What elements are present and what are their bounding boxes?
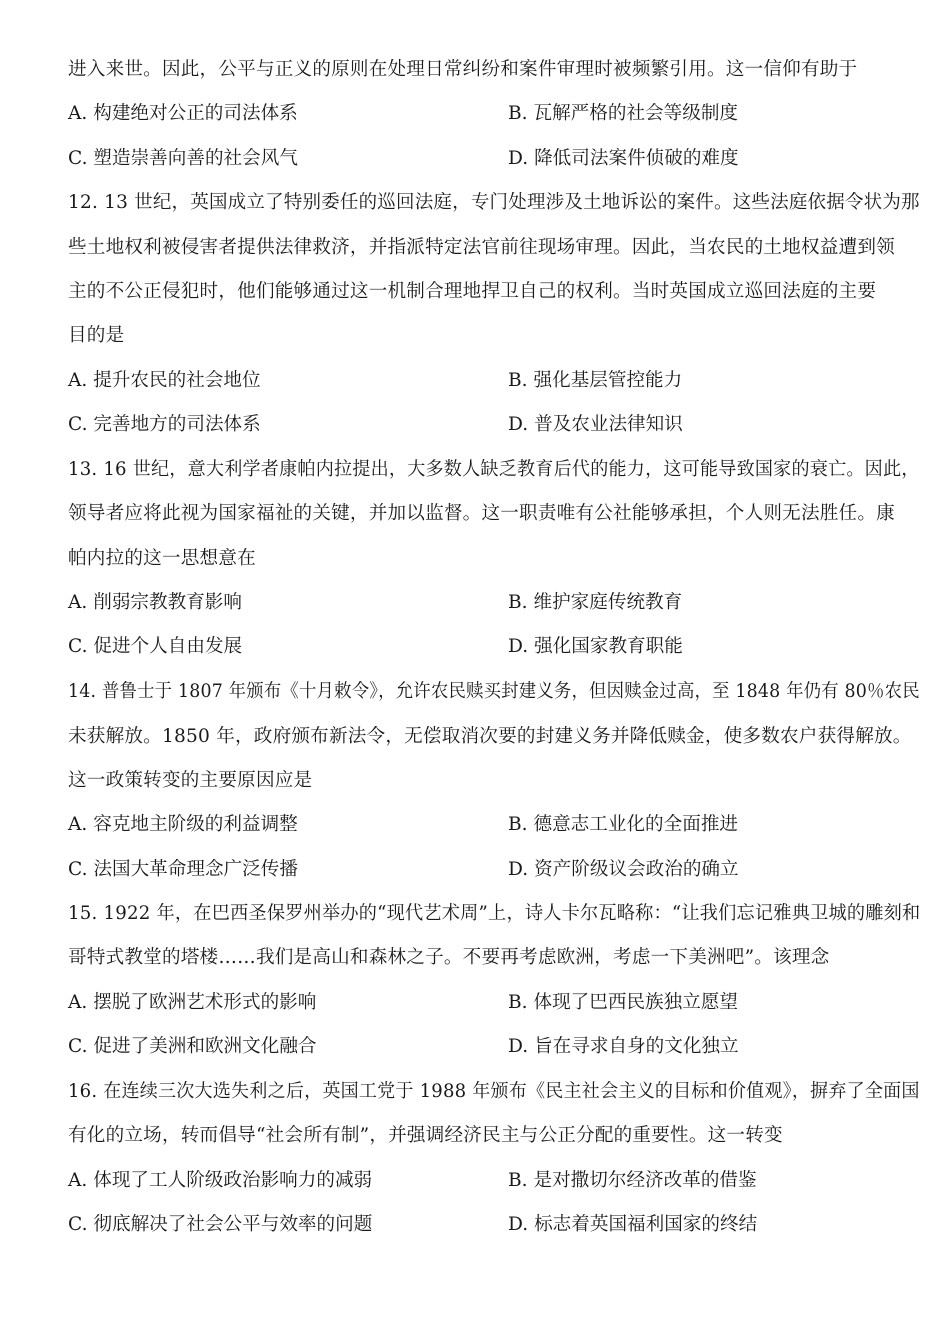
q15-option-c[interactable]: C. 促进了美洲和欧洲文化融合	[68, 1036, 317, 1057]
q12-stem-line-1: 12. 13 世纪，英国成立了特别委任的巡回法庭，专门处理涉及土地诉讼的案件。这些法庭依据令状为那	[68, 192, 920, 213]
q13-stem-line-3: 帕内拉的这一思想意在	[68, 548, 256, 569]
q15-option-d[interactable]: D. 旨在寻求自身的文化独立	[508, 1036, 739, 1057]
q13-option-c[interactable]: C. 促进个人自由发展	[68, 636, 243, 657]
q12-stem-line-2: 些土地权利被侵害者提供法律救济，并指派特定法官前往现场审理。因此，当农民的土地权益遭到领	[68, 237, 895, 258]
q14-option-d[interactable]: D. 资产阶级议会政治的确立	[508, 859, 739, 880]
q12-stem-line-4: 目的是	[68, 325, 125, 346]
q16-option-a[interactable]: A. 体现了工人阶级政治影响力的减弱	[68, 1170, 373, 1191]
q14-stem-line-2: 未获解放。1850 年，政府颁布新法令，无偿取消次要的封建义务并降低赎金，使多数农户获得解放。	[68, 726, 912, 747]
q11-option-d[interactable]: D. 降低司法案件侦破的难度	[508, 148, 739, 169]
q15-option-b[interactable]: B. 体现了巴西民族独立愿望	[508, 992, 739, 1013]
q14-stem-line-3: 这一政策转变的主要原因应是	[68, 770, 313, 791]
q13-option-b[interactable]: B. 维护家庭传统教育	[508, 592, 683, 613]
q13-stem-line-1: 13. 16 世纪，意大利学者康帕内拉提出，大多数人缺乏教育后代的能力，这可能导致国家的衰亡。因此，	[68, 459, 920, 480]
q11-option-c[interactable]: C. 塑造崇善向善的社会风气	[68, 148, 298, 169]
q14-option-a[interactable]: A. 容克地主阶级的利益调整	[68, 814, 298, 835]
q14-option-b[interactable]: B. 德意志工业化的全面推进	[508, 814, 739, 835]
q12-stem-line-3: 主的不公正侵犯时，他们能够通过这一机制合理地捍卫自己的权利。当时英国成立巡回法庭的主要	[68, 281, 877, 302]
q13-stem-line-2: 领导者应将此视为国家福祉的关键，并加以监督。这一职责唯有公社能够承担，个人则无法胜任。康	[68, 503, 895, 524]
q14-option-c[interactable]: C. 法国大革命理念广泛传播	[68, 859, 298, 880]
q12-option-d[interactable]: D. 普及农业法律知识	[508, 414, 683, 435]
q11-option-a[interactable]: A. 构建绝对公正的司法体系	[68, 103, 298, 124]
q15-stem-line-2: 哥特式教堂的塔楼……我们是高山和森林之子。不要再考虑欧洲，考虑一下美洲吧”。该理念	[68, 947, 830, 968]
q11-option-b[interactable]: B. 瓦解严格的社会等级制度	[508, 103, 739, 124]
q15-stem-line-1: 15. 1922 年，在巴西圣保罗州举办的“现代艺术周”上，诗人卡尔瓦略称：“让我们忘记雅典卫城的雕刻和	[68, 903, 921, 924]
q13-option-d[interactable]: D. 强化国家教育职能	[508, 636, 683, 657]
q16-stem-line-2: 有化的立场，转而倡导“社会所有制”，并强调经济民主与公正分配的重要性。这一转变	[68, 1125, 783, 1146]
q16-option-b[interactable]: B. 是对撒切尔经济改革的借鉴	[508, 1170, 757, 1191]
q13-option-a[interactable]: A. 削弱宗教教育影响	[68, 592, 242, 613]
q15-option-a[interactable]: A. 摆脱了欧洲艺术形式的影响	[68, 992, 317, 1013]
q14-stem-line-1: 14. 普鲁士于 1807 年颁布《十月敕令》，允许农民赎买封建义务，但因赎金过高，至 1848 年仍有 80％农民	[68, 681, 920, 702]
q12-option-b[interactable]: B. 强化基层管控能力	[508, 370, 683, 391]
q11-stem-tail: 进入来世。因此，公平与正义的原则在处理日常纠纷和案件审理时被频繁引用。这一信仰有助于	[68, 59, 858, 80]
q12-option-c[interactable]: C. 完善地方的司法体系	[68, 414, 261, 435]
q16-stem-line-1: 16. 在连续三次大选失利之后，英国工党于 1988 年颁布《民主社会主义的目标和价值观》，摒弃了全面国	[68, 1081, 920, 1102]
q16-option-d[interactable]: D. 标志着英国福利国家的终结	[508, 1214, 758, 1235]
q12-option-a[interactable]: A. 提升农民的社会地位	[68, 370, 261, 391]
q16-option-c[interactable]: C. 彻底解决了社会公平与效率的问题	[68, 1214, 373, 1235]
